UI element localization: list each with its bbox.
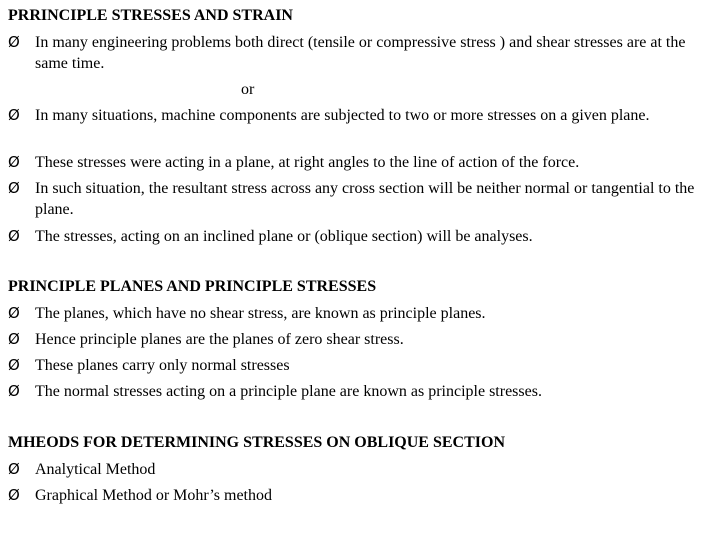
arrow-bullet-icon: Ø: [8, 486, 20, 504]
bullet-item: [8, 32, 708, 74]
or-separator: or: [241, 81, 255, 98]
bullet-item: [8, 178, 708, 220]
section-title-methods-oblique-section: MHEODS FOR DETERMINING STRESSES ON OBLIQUE SECTION: [8, 434, 505, 451]
bullet-text: Graphical Method or Mohr’s method: [35, 487, 272, 504]
arrow-bullet-icon: Ø: [8, 153, 20, 171]
arrow-bullet-icon: Ø: [8, 179, 20, 197]
arrow-bullet-icon: Ø: [8, 330, 20, 348]
arrow-bullet-icon: Ø: [8, 460, 20, 478]
bullet-item: [8, 303, 708, 324]
arrow-bullet-icon: Ø: [8, 382, 20, 400]
bullet-text: In many situations, machine components are subjected to two or more stresses on a given plane.: [35, 107, 650, 124]
bullet-text: Analytical Method: [35, 461, 156, 478]
bullet-item: [8, 226, 708, 247]
bullet-item: [8, 355, 708, 376]
bullet-text: Hence principle planes are the planes of zero shear stress.: [35, 331, 404, 348]
arrow-bullet-icon: Ø: [8, 304, 20, 322]
bullet-item: [8, 105, 708, 126]
arrow-bullet-icon: Ø: [8, 106, 20, 124]
arrow-bullet-icon: Ø: [8, 227, 20, 245]
bullet-item: [8, 459, 708, 480]
section-title-principle-stresses-strain: PRRINCIPLE STRESSES AND STRAIN: [8, 7, 293, 24]
bullet-item: [8, 329, 708, 350]
bullet-text: The normal stresses acting on a principle plane are known as principle stresses.: [35, 383, 542, 400]
bullet-text: The stresses, acting on an inclined plane or (oblique section) will be analyses.: [35, 228, 533, 245]
bullet-text: In such situation, the resultant stress across any cross section will be neither normal or tangential to the plane.: [35, 180, 695, 218]
bullet-item: [8, 152, 708, 173]
bullet-text: These planes carry only normal stresses: [35, 357, 290, 374]
section-title-principle-planes: PRINCIPLE PLANES AND PRINCIPLE STRESSES: [8, 278, 377, 295]
bullet-item: [8, 381, 708, 402]
bullet-item: [8, 485, 708, 506]
arrow-bullet-icon: Ø: [8, 33, 20, 51]
arrow-bullet-icon: Ø: [8, 356, 20, 374]
bullet-text: The planes, which have no shear stress, are known as principle planes.: [35, 305, 486, 322]
bullet-text: These stresses were acting in a plane, at right angles to the line of action of the force.: [35, 154, 580, 171]
bullet-text: In many engineering problems both direct (tensile or compressive stress ) and shear stresses are at the same time.: [35, 34, 686, 72]
